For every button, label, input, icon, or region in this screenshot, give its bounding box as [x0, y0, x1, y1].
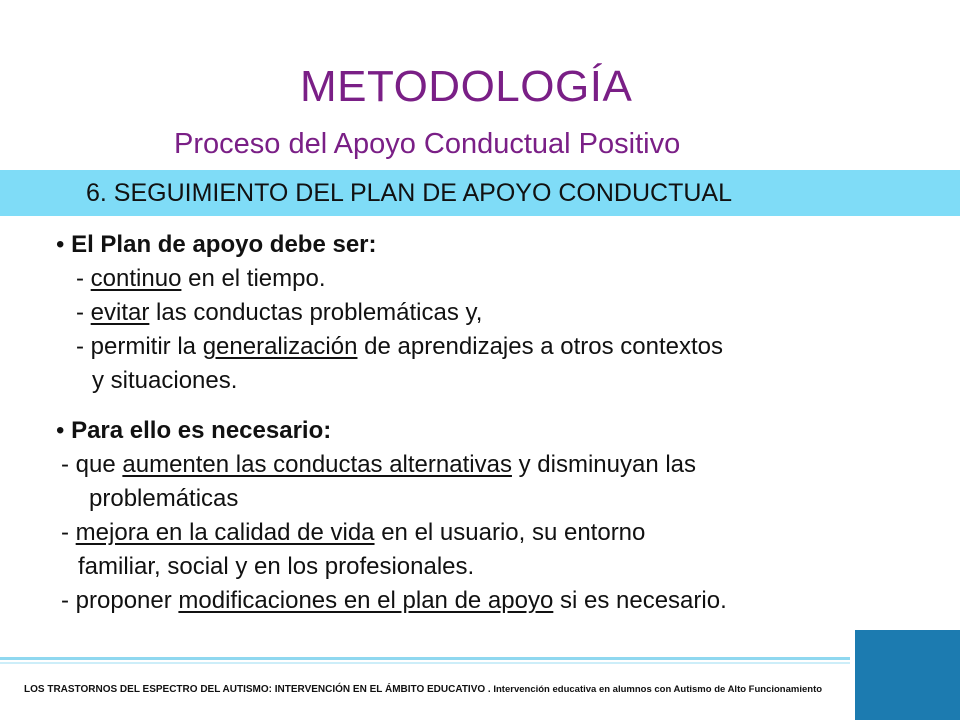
- bullet-block-2: [56, 414, 727, 618]
- bullet-icon: •: [56, 417, 65, 444]
- underlined-term: evitar: [90, 299, 150, 326]
- item-text: -: [76, 265, 91, 292]
- bullet-heading-1: [56, 228, 723, 262]
- item-text: de aprendizajes a otros contextos: [357, 333, 724, 360]
- section-heading: 6. SEGUIMIENTO DEL PLAN DE APOYO CONDUCTUAL: [86, 179, 732, 207]
- item-text: si es necesario.: [553, 587, 727, 614]
- item-text: -: [76, 299, 91, 326]
- item-text: en el usuario, su entorno: [374, 519, 646, 546]
- list-item-continuation: familiar, social y en los profesionales.: [78, 553, 475, 580]
- footer-sub: Intervención educativa en alumnos con Autismo de Alto Funcionamiento: [490, 684, 823, 695]
- item-text: - permitir la: [76, 333, 203, 360]
- item-text: y disminuyan las: [511, 451, 697, 478]
- item-text: -: [61, 519, 76, 546]
- underlined-term: aumenten las conductas alternativas: [122, 451, 512, 478]
- list-item: [56, 262, 723, 296]
- section-band: [0, 170, 960, 216]
- bullet-heading-2: [56, 414, 727, 448]
- list-item-continuation: problemáticas: [89, 485, 239, 512]
- footer-divider-light: [0, 662, 850, 664]
- underlined-term: mejora en la calidad de vida: [75, 519, 375, 546]
- item-text: en el tiempo.: [181, 265, 326, 292]
- underlined-term: generalización: [202, 333, 358, 360]
- footer-caption: [24, 684, 822, 695]
- underlined-term: modificaciones en el plan de apoyo: [178, 587, 554, 614]
- list-item: [56, 516, 727, 550]
- slide-subtitle: Proceso del Apoyo Conductual Positivo: [174, 128, 681, 160]
- footer-divider: [0, 657, 850, 660]
- list-item: [56, 448, 727, 482]
- corner-accent: [855, 630, 960, 720]
- list-item: [56, 584, 727, 618]
- item-text: las conductas problemáticas y,: [149, 299, 483, 326]
- heading-text: El Plan de apoyo debe ser:: [71, 231, 377, 258]
- item-text: - proponer: [61, 587, 179, 614]
- list-item: [56, 330, 723, 364]
- list-item: [56, 296, 723, 330]
- list-item-continuation: y situaciones.: [92, 367, 238, 394]
- bullet-icon: •: [56, 231, 65, 258]
- heading-text: Para ello es necesario:: [71, 417, 332, 444]
- bullet-block-1: [56, 228, 723, 398]
- footer-main: LOS TRASTORNOS DEL ESPECTRO DEL AUTISMO: INTERVENCIÓN EN EL ÁMBITO EDUCATIVO .: [24, 684, 491, 695]
- item-text: - que: [61, 451, 123, 478]
- slide-title: METODOLOGÍA: [300, 62, 633, 111]
- underlined-term: continuo: [90, 265, 182, 292]
